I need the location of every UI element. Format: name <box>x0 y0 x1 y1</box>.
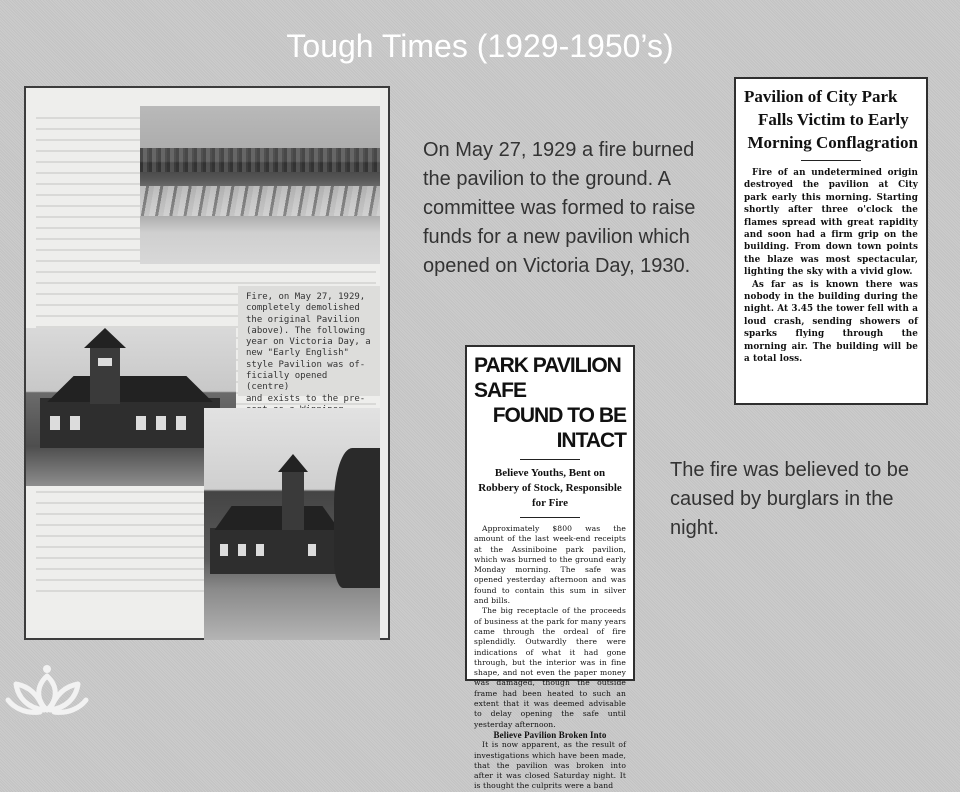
divider <box>520 459 580 460</box>
clipping-headline-1: PARK PAVILION SAFE <box>474 354 621 402</box>
clipping-headline-2: Falls Victim to Early <box>758 110 909 129</box>
fire-description: On May 27, 1929 a fire burned the pavilion to the ground. A committee was formed to raise funds for a new pavilion which opened on Victoria Day, 1930. <box>423 139 696 277</box>
burned-pavilion-photo <box>140 106 380 264</box>
clipping-headline-3: Morning Conflagration <box>747 133 918 152</box>
clipping-paragraph: As far as is known there was nobody in the building during the night. At 3.45 the tower fell with a loud crash, sending showers of sparks flying through the morning air. The building will be a total loss. <box>744 279 918 365</box>
lotus-logo-icon <box>6 664 88 716</box>
current-pavilion-photo <box>204 408 380 640</box>
clipping-subheadline: Believe Youths, Bent on Robbery of Stock, Responsible for Fire <box>478 467 622 509</box>
fire-cause-text: The fire was believed to be caused by burglars in the night. <box>670 459 910 539</box>
clipping-paragraph: The big receptacle of the proceeds of business at the park for many years came through the ordeal of fire splendidly. Outwardly there were indications of what it had gone through, but the interior was in fine shape, and not even the paper money was damaged, though the outside frame had been heated to such an extent that it was deemed advisable to delay opening the safe until yesterday afternoon. <box>474 606 626 729</box>
clipping-paragraph: Fire of an undetermined origin destroyed the pavilion at City park early this morning. Starting shortly after three o'clock the flames spread with great rapidity and soon had a firm grip on the building. From down town points the blaze was most spectacular, lighting the sky with a vivid glow. <box>744 168 918 278</box>
clipping-headline-2: FOUND TO BE INTACT <box>492 404 626 452</box>
clipping-headline-1: Pavilion of City Park <box>744 87 898 106</box>
photo-caption: Fire, on May 27, 1929, completely demolished the original Pavilion (above). The following year on Victoria Day, a new "Early English" style Pavilion was of- ficially opened (centre) and exists to the pre- <box>238 286 380 396</box>
newspaper-clipping-safe <box>465 345 635 791</box>
newspaper-clipping-fire <box>734 77 928 405</box>
clipping-paragraph: It is now apparent, as the result of investigations which have been made, that the pavilion was broken into after it was closed Saturday night. It is thought the culprits were a band <box>474 740 626 791</box>
clipping-paragraph: Approximately $800 was the amount of the last week-end receipts at the Assiniboine park pavilion, which was burned to the ground early Monday morning. The safe was opened yesterday afternoon and was found to contain this sum in silver and bills. <box>474 524 626 606</box>
divider <box>520 517 580 518</box>
scrapbook-page <box>24 86 390 640</box>
divider <box>801 160 861 161</box>
slide-title: Tough Times (1929-1950’s) <box>286 28 674 64</box>
clipping-inline-heading: Believe Pavilion Broken Into <box>493 729 607 740</box>
